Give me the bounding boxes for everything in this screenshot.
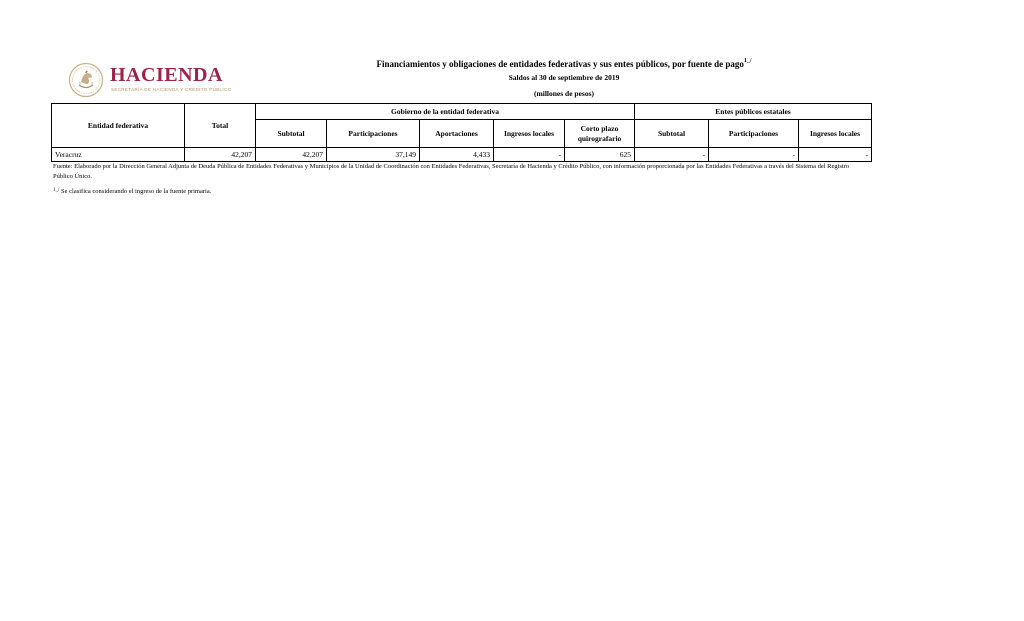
col-gob-corto-plazo-header: Corto plazo quirografario bbox=[565, 120, 635, 148]
financing-table bbox=[51, 103, 872, 162]
table-row bbox=[52, 148, 872, 162]
cell-gob-subtotal: 42,207 bbox=[256, 148, 327, 162]
col-gob-participaciones-header: Participaciones bbox=[327, 120, 420, 148]
classification-note-text: Se clasifica considerando el ingreso de la fuente primaria. bbox=[59, 188, 212, 195]
group-entes-header: Entes públicos estatales bbox=[635, 104, 872, 120]
col-entes-participaciones-header: Participaciones bbox=[709, 120, 799, 148]
col-gob-subtotal-header: Subtotal bbox=[256, 120, 327, 148]
cell-total: 42,207 bbox=[185, 148, 256, 162]
cell-gob-aportaciones: 4,433 bbox=[420, 148, 494, 162]
classification-note bbox=[53, 187, 869, 197]
group-gobierno-header: Gobierno de la entidad federativa bbox=[256, 104, 635, 120]
cell-gob-participaciones: 37,149 bbox=[327, 148, 420, 162]
col-total-header: Total bbox=[185, 104, 256, 148]
report-units: (millones de pesos) bbox=[534, 89, 594, 98]
cell-entidad: Veracruz bbox=[52, 148, 185, 162]
logo-wordmark: HACIENDA bbox=[110, 64, 223, 86]
report-subtitle: Saldos al 30 de septiembre de 2019 bbox=[508, 73, 620, 82]
hacienda-logo bbox=[68, 62, 248, 98]
source-note: Fuente: Elaborado por la Dirección General Adjunta de Deuda Pública de Entidades Federativas y Municipios de la Unidad de Coordinación con Entidades Federativas, Secretaría de Hacienda y Crédito Público, con información proporcionada por las Entidades Federativas a través del Sistema del Registro Público Único. bbox=[53, 163, 850, 180]
cell-entes-participaciones: - bbox=[709, 148, 799, 162]
cell-gob-ingresos-locales: - bbox=[494, 148, 565, 162]
col-gob-ingresos-locales-header: Ingresos locales bbox=[494, 120, 565, 148]
mexican-coat-of-arms-icon bbox=[68, 62, 104, 98]
classification-note-mark: 1_/ bbox=[53, 188, 60, 193]
col-entes-ingresos-locales-header: Ingresos locales bbox=[799, 120, 872, 148]
report-title-note: 1_/ bbox=[743, 58, 752, 64]
col-entes-subtotal-header: Subtotal bbox=[635, 120, 709, 148]
col-gob-aportaciones-header: Aportaciones bbox=[420, 120, 494, 148]
cell-gob-corto-plazo: 625 bbox=[565, 148, 635, 162]
cell-entes-ingresos-locales: - bbox=[799, 148, 872, 162]
col-entidad-header: Entidad federativa bbox=[52, 104, 185, 148]
logo-subtitle: SECRETARÍA DE HACIENDA Y CRÉDITO PÚBLICO bbox=[111, 87, 232, 92]
report-header bbox=[300, 58, 828, 100]
footnotes bbox=[53, 162, 869, 197]
report-title bbox=[300, 58, 828, 71]
report-title-text: Financiamientos y obligaciones de entidades federativas y sus entes públicos, por fuente de pago bbox=[376, 59, 744, 69]
cell-entes-subtotal: - bbox=[635, 148, 709, 162]
